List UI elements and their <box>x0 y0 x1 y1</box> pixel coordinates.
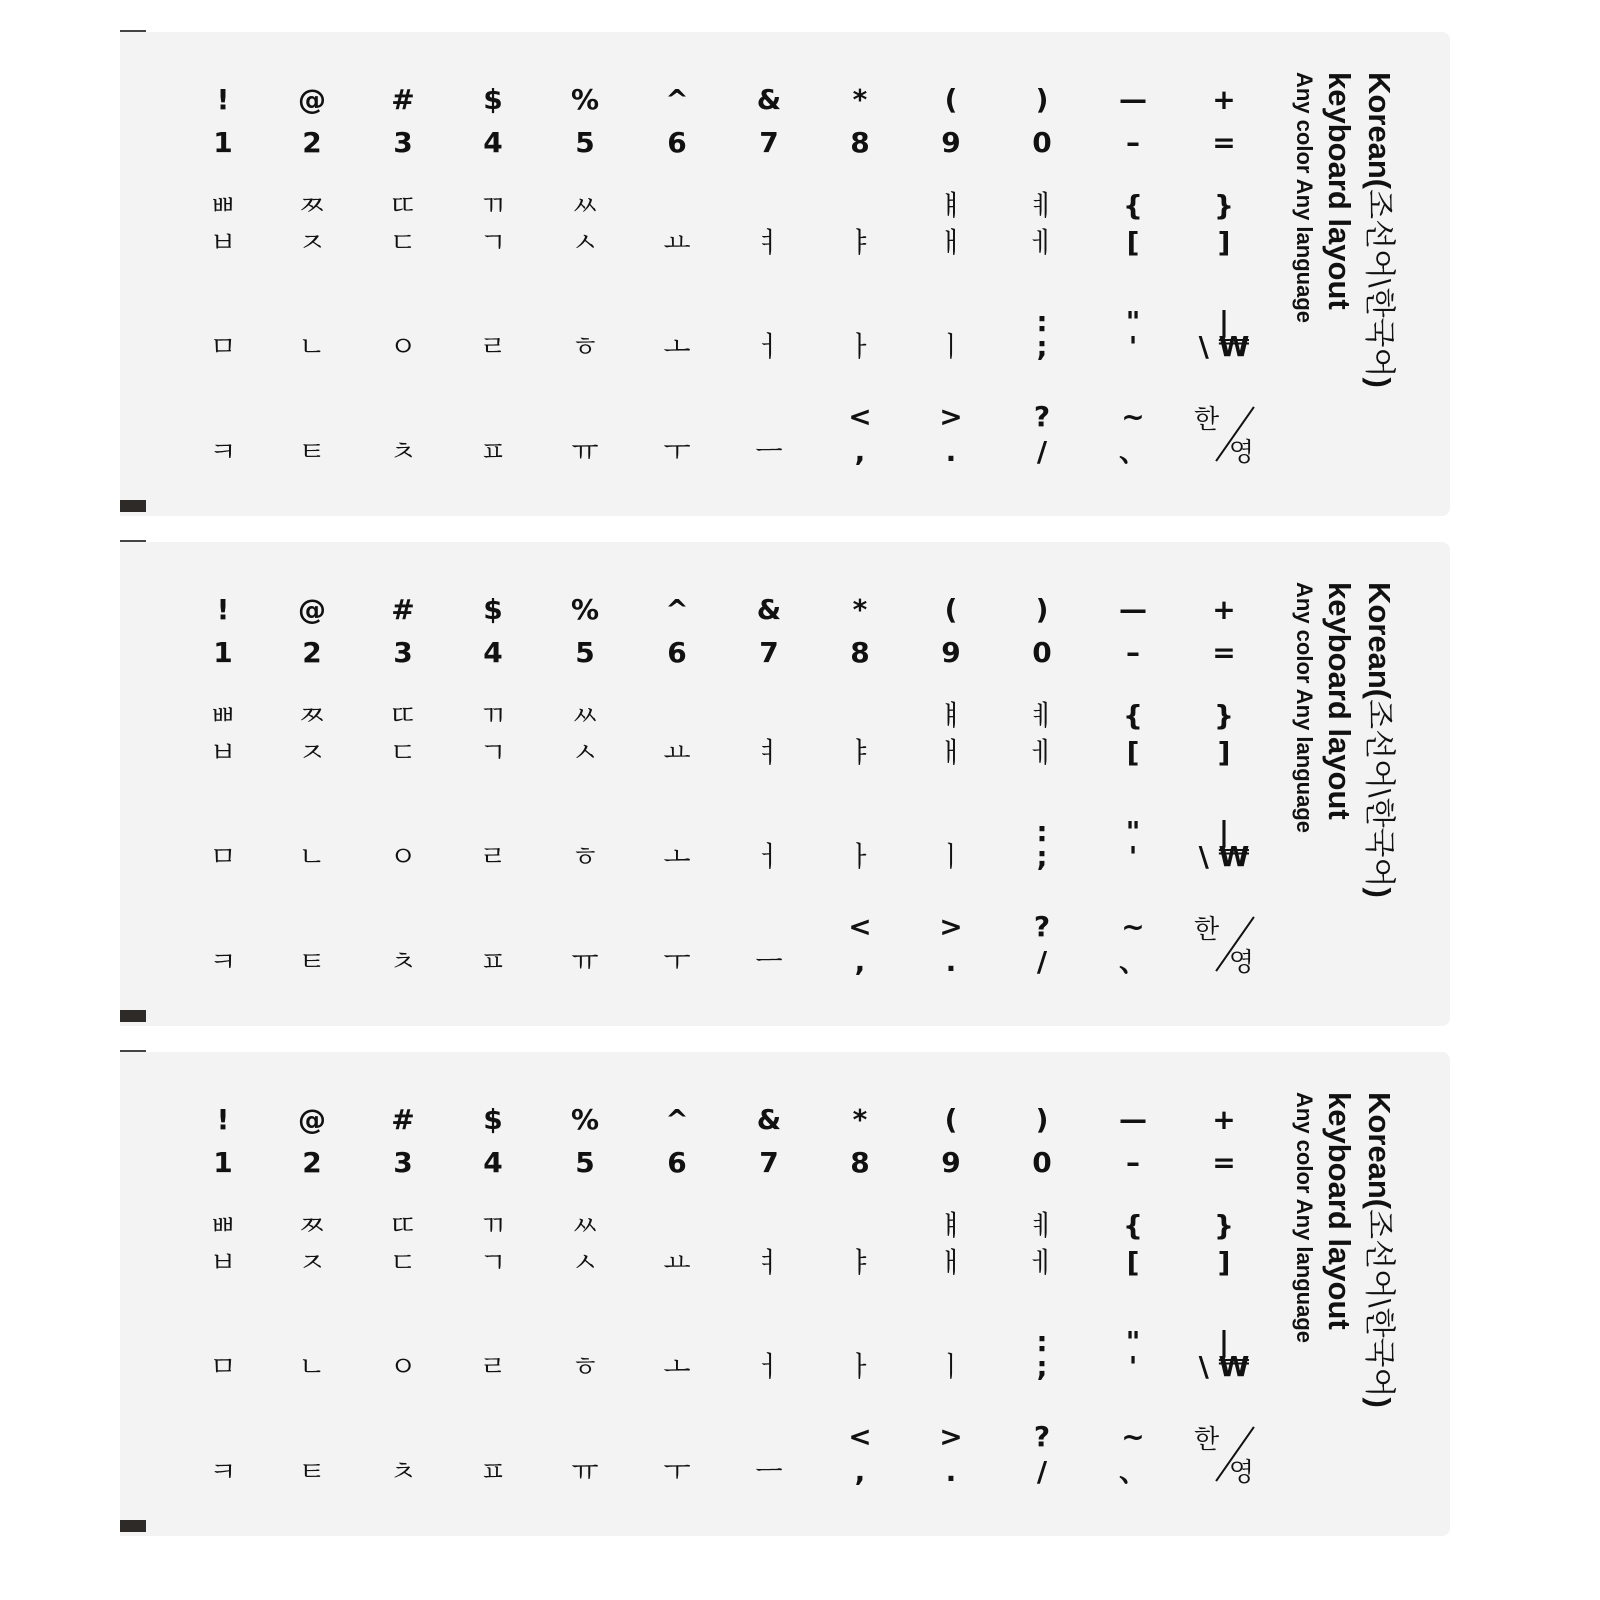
key-bottom-legend: ㅐ <box>937 1246 965 1279</box>
key-bottom-legend: ㅑ <box>846 226 874 259</box>
key-bottom-legend: ㅍ <box>479 435 507 468</box>
key-bottom-legend: . <box>945 945 957 978</box>
key-bottom-legend: ㅛ <box>663 1246 691 1279</box>
title-close-paren: ) <box>1362 887 1397 898</box>
key-top-legend: ㄲ <box>479 1209 507 1242</box>
key-bottom-legend: 6 <box>667 1146 687 1179</box>
key-top-legend: < <box>848 400 872 433</box>
key-bottom-legend: ㅁ <box>209 1350 237 1383</box>
key-bottom-legend: = <box>1212 126 1236 159</box>
key-top-legend: ? <box>1033 400 1051 433</box>
key-bottom-legend: ㄹ <box>479 840 507 873</box>
han-yeong-key-sticker <box>1194 909 1254 979</box>
key-bottom-legend: 9 <box>941 126 961 159</box>
key-top-legend: ㅆ <box>571 189 599 222</box>
key-bottom-legend: ㅇ <box>389 1350 417 1383</box>
key-top-legend: ㅉ <box>298 699 326 732</box>
key-bottom-legend: 、 <box>1118 1455 1148 1488</box>
key-top-legend: ㅉ <box>298 189 326 222</box>
key-bottom-legend: 6 <box>667 636 687 669</box>
key-bottom-legend: ㅂ <box>209 1246 237 1279</box>
key-bottom-legend: 3 <box>393 636 413 669</box>
key-bottom-legend: ㄹ <box>479 330 507 363</box>
key-top-legend: ? <box>1033 1420 1051 1453</box>
key-top-legend: + <box>1212 593 1236 626</box>
key-top-legend: < <box>848 910 872 943</box>
key-bottom-legend: ㅎ <box>571 330 599 363</box>
key-bottom-legend: 4 <box>483 636 503 669</box>
key-bottom-legend: ㅏ <box>846 840 874 873</box>
key-bottom-legend: 1 <box>213 1146 233 1179</box>
key-top-legend: ~ <box>1121 400 1145 433</box>
key-bottom-legend: 2 <box>302 636 322 669</box>
key-bottom-legend: 、 <box>1118 435 1148 468</box>
key-bottom-legend: 、 <box>1118 945 1148 978</box>
key-bottom-legend: 7 <box>759 1146 779 1179</box>
key-bottom-legend: ; <box>1036 840 1048 873</box>
key-bottom-legend: ㅋ <box>209 945 237 978</box>
key-bottom-legend: 0 <box>1032 126 1052 159</box>
key-top-legend: ! <box>216 593 230 626</box>
key-bottom-legend: ㅜ <box>663 1455 691 1488</box>
key-top-legend: — <box>1119 83 1147 116</box>
key-bottom-legend: ] <box>1217 226 1231 259</box>
key-top-legend: > <box>939 400 963 433</box>
key-bottom-legend: / <box>1036 1455 1048 1488</box>
key-bottom-legend: ㅏ <box>846 330 874 363</box>
keyboard-sticker-sheet <box>120 542 1450 1026</box>
key-bottom-legend: 5 <box>575 636 595 669</box>
key-bottom-legend: ㅣ <box>937 1350 965 1383</box>
key-bottom-legend: ' <box>1128 1350 1138 1383</box>
key-bottom-legend: ㅕ <box>755 226 783 259</box>
key-top-legend: ㅒ <box>937 189 965 222</box>
key-bottom-legend: 1 <box>213 636 233 669</box>
key-top-legend: ㅆ <box>571 699 599 732</box>
key-bottom-legend: 7 <box>759 636 779 669</box>
key-top-legend: & <box>756 83 782 116</box>
key-top-legend: ㅖ <box>1028 1209 1056 1242</box>
key-bottom-legend: ㅠ <box>571 435 599 468</box>
key-top-legend: ) <box>1035 593 1049 626</box>
registration-mark-top <box>120 540 146 542</box>
key-bottom-legend: – <box>1126 636 1140 669</box>
key-bottom-legend: 5 <box>575 1146 595 1179</box>
key-top-legend: ( <box>944 1103 958 1136</box>
key-bottom-legend: ㅐ <box>937 226 965 259</box>
key-top-legend: * <box>852 83 868 116</box>
layout-tagline: Any color Any language <box>1292 1092 1317 1344</box>
key-bottom-legend: ㅇ <box>389 330 417 363</box>
key-bottom-legend: – <box>1126 1146 1140 1179</box>
key-bottom-legend: ㅎ <box>571 1350 599 1383</box>
key-bottom-legend: ㄱ <box>479 736 507 769</box>
key-bottom-legend: ㅈ <box>298 736 326 769</box>
key-top-legend: | <box>1218 305 1230 338</box>
key-bottom-legend: / <box>1036 945 1048 978</box>
key-bottom-legend: ㅡ <box>755 1455 783 1488</box>
registration-mark-bottom <box>120 1010 146 1022</box>
key-bottom-legend: ㅠ <box>571 945 599 978</box>
layout-title-block <box>1285 582 1405 982</box>
key-bottom-legend: 6 <box>667 126 687 159</box>
key-bottom-legend: ㅎ <box>571 840 599 873</box>
key-top-legend: : <box>1036 815 1048 848</box>
key-bottom-legend: ] <box>1217 1246 1231 1279</box>
han-yeong-key-sticker <box>1194 1419 1254 1489</box>
key-bottom-legend: . <box>945 435 957 468</box>
key-bottom-legend: ㅠ <box>571 1455 599 1488</box>
key-top-legend: ( <box>944 593 958 626</box>
key-bottom-legend: ; <box>1036 1350 1048 1383</box>
key-top-legend: % <box>570 1103 600 1136</box>
key-bottom-legend: 3 <box>393 1146 413 1179</box>
key-top-legend: ㅒ <box>937 1209 965 1242</box>
key-bottom-legend: 0 <box>1032 636 1052 669</box>
key-bottom-legend: 영 <box>1228 438 1254 468</box>
key-bottom-legend: ㅔ <box>1028 1246 1056 1279</box>
layout-tagline: Any color Any language <box>1292 582 1317 834</box>
key-top-legend: } <box>1214 1209 1234 1242</box>
key-top-legend: ㅃ <box>209 189 237 222</box>
key-top-legend: " <box>1125 1325 1141 1358</box>
key-bottom-legend: ㅣ <box>937 330 965 363</box>
key-bottom-legend: ㄷ <box>389 736 417 769</box>
key-bottom-legend: 2 <box>302 1146 322 1179</box>
layout-title <box>1355 72 1395 472</box>
key-bottom-legend: \ ₩ <box>1198 330 1250 363</box>
key-bottom-legend: ㅓ <box>755 330 783 363</box>
title-korean: 조선어\한국어 <box>1362 189 1397 378</box>
registration-mark-top <box>120 30 146 32</box>
key-bottom-legend: 8 <box>850 636 870 669</box>
key-bottom-legend: / <box>1036 435 1048 468</box>
key-top-legend: & <box>756 593 782 626</box>
key-bottom-legend: ] <box>1217 736 1231 769</box>
key-top-legend: ㅃ <box>209 1209 237 1242</box>
layout-title-block <box>1285 72 1405 472</box>
key-top-legend: { <box>1123 699 1143 732</box>
key-top-legend: } <box>1214 189 1234 222</box>
key-top-legend: — <box>1119 593 1147 626</box>
key-top-legend: < <box>848 1420 872 1453</box>
key-top-legend: { <box>1123 1209 1143 1242</box>
key-bottom-legend: ㅅ <box>571 226 599 259</box>
key-bottom-legend: ㅌ <box>298 945 326 978</box>
layout-subtitle: keyboard layout <box>1322 72 1357 310</box>
key-bottom-legend: 영 <box>1228 1458 1254 1488</box>
key-bottom-legend: ㅁ <box>209 330 237 363</box>
key-top-legend: — <box>1119 1103 1147 1136</box>
key-top-legend: # <box>391 593 415 626</box>
key-bottom-legend: ㅈ <box>298 226 326 259</box>
key-bottom-legend: ㅔ <box>1028 736 1056 769</box>
key-top-legend: ~ <box>1121 1420 1145 1453</box>
key-bottom-legend: ㅊ <box>389 945 417 978</box>
key-top-legend: > <box>939 1420 963 1453</box>
keyboard-sticker-sheet <box>120 1052 1450 1536</box>
key-bottom-legend: ㄹ <box>479 1350 507 1383</box>
key-bottom-legend: ㅊ <box>389 1455 417 1488</box>
key-top-legend: : <box>1036 305 1048 338</box>
key-bottom-legend: ㅊ <box>389 435 417 468</box>
key-top-legend: { <box>1123 189 1143 222</box>
key-top-legend: + <box>1212 1103 1236 1136</box>
han-yeong-key-sticker <box>1194 399 1254 469</box>
layout-title-block <box>1285 1092 1405 1492</box>
key-bottom-legend: ㅗ <box>663 1350 691 1383</box>
key-bottom-legend: \ ₩ <box>1198 840 1250 873</box>
key-bottom-legend: 3 <box>393 126 413 159</box>
key-bottom-legend: ㄷ <box>389 226 417 259</box>
key-top-legend: ( <box>944 83 958 116</box>
key-bottom-legend: ㅐ <box>937 736 965 769</box>
key-top-legend: " <box>1125 815 1141 848</box>
key-top-legend: # <box>391 83 415 116</box>
key-bottom-legend: ; <box>1036 330 1048 363</box>
key-bottom-legend: ㄱ <box>479 1246 507 1279</box>
title-korean: 조선어\한국어 <box>1362 699 1397 888</box>
key-bottom-legend: , <box>854 945 866 978</box>
title-english: Korean( <box>1362 582 1397 700</box>
key-bottom-legend: ㅌ <box>298 1455 326 1488</box>
key-top-legend: ㄸ <box>389 699 417 732</box>
key-top-legend: : <box>1036 1325 1048 1358</box>
key-top-legend: $ <box>483 83 503 116</box>
key-bottom-legend: ' <box>1128 330 1138 363</box>
key-bottom-legend: ㄱ <box>479 226 507 259</box>
registration-mark-bottom <box>120 500 146 512</box>
key-top-legend: @ <box>298 83 326 116</box>
title-close-paren: ) <box>1362 377 1397 388</box>
key-bottom-legend: ㅍ <box>479 945 507 978</box>
key-bottom-legend: ㄴ <box>298 330 326 363</box>
key-bottom-legend: [ <box>1126 1246 1140 1279</box>
key-top-legend: > <box>939 910 963 943</box>
key-top-legend: ) <box>1035 83 1049 116</box>
key-bottom-legend: ㅂ <box>209 226 237 259</box>
key-bottom-legend: ㅗ <box>663 840 691 873</box>
key-top-legend: ㄸ <box>389 1209 417 1242</box>
key-bottom-legend: ㅡ <box>755 435 783 468</box>
key-top-legend: ! <box>216 83 230 116</box>
key-top-legend: } <box>1214 699 1234 732</box>
registration-mark-bottom <box>120 1520 146 1532</box>
key-bottom-legend: ㅜ <box>663 435 691 468</box>
key-bottom-legend: ㅂ <box>209 736 237 769</box>
key-bottom-legend: ㅓ <box>755 1350 783 1383</box>
key-bottom-legend: . <box>945 1455 957 1488</box>
key-top-legend: ㅆ <box>571 1209 599 1242</box>
key-top-legend: ㄲ <box>479 699 507 732</box>
key-bottom-legend: , <box>854 1455 866 1488</box>
layout-title <box>1355 1092 1395 1492</box>
key-top-legend: | <box>1218 1325 1230 1358</box>
key-bottom-legend: [ <box>1126 736 1140 769</box>
layout-subtitle: keyboard layout <box>1322 1092 1357 1330</box>
key-bottom-legend: ㅋ <box>209 435 237 468</box>
key-top-legend: & <box>756 1103 782 1136</box>
key-top-legend: % <box>570 593 600 626</box>
key-bottom-legend: ㅍ <box>479 1455 507 1488</box>
registration-mark-top <box>120 1050 146 1052</box>
key-bottom-legend: ㅛ <box>663 226 691 259</box>
key-bottom-legend: 9 <box>941 1146 961 1179</box>
key-top-legend: + <box>1212 83 1236 116</box>
key-top-legend: ! <box>216 1103 230 1136</box>
key-top-legend: 한 <box>1194 405 1220 435</box>
layout-subtitle: keyboard layout <box>1322 582 1357 820</box>
key-top-legend: ㅖ <box>1028 189 1056 222</box>
key-top-legend: # <box>391 1103 415 1136</box>
key-bottom-legend: , <box>854 435 866 468</box>
key-top-legend: * <box>852 593 868 626</box>
key-top-legend: @ <box>298 593 326 626</box>
key-bottom-legend: ㅡ <box>755 945 783 978</box>
key-top-legend: | <box>1218 815 1230 848</box>
key-bottom-legend: ㅋ <box>209 1455 237 1488</box>
key-bottom-legend: ㄷ <box>389 1246 417 1279</box>
key-top-legend: ㅉ <box>298 1209 326 1242</box>
title-close-paren: ) <box>1362 1397 1397 1408</box>
key-bottom-legend: 4 <box>483 1146 503 1179</box>
key-top-legend: ? <box>1033 910 1051 943</box>
key-bottom-legend: ㅕ <box>755 736 783 769</box>
key-bottom-legend: ㅑ <box>846 736 874 769</box>
key-bottom-legend: 5 <box>575 126 595 159</box>
key-bottom-legend: ㅛ <box>663 736 691 769</box>
key-top-legend: ^ <box>665 1103 689 1136</box>
key-bottom-legend: ㅈ <box>298 1246 326 1279</box>
key-bottom-legend: 4 <box>483 126 503 159</box>
key-bottom-legend: ㅔ <box>1028 226 1056 259</box>
key-top-legend: 한 <box>1194 915 1220 945</box>
key-bottom-legend: 영 <box>1228 948 1254 978</box>
key-top-legend: % <box>570 83 600 116</box>
key-top-legend: $ <box>483 1103 503 1136</box>
title-english: Korean( <box>1362 72 1397 190</box>
key-top-legend: * <box>852 1103 868 1136</box>
key-top-legend: @ <box>298 1103 326 1136</box>
key-top-legend: ㄲ <box>479 189 507 222</box>
key-bottom-legend: 8 <box>850 1146 870 1179</box>
keyboard-sticker-sheet <box>120 32 1450 516</box>
key-top-legend: " <box>1125 305 1141 338</box>
key-bottom-legend: 1 <box>213 126 233 159</box>
key-bottom-legend: [ <box>1126 226 1140 259</box>
key-bottom-legend: 7 <box>759 126 779 159</box>
layout-tagline: Any color Any language <box>1292 72 1317 324</box>
key-bottom-legend: ㅗ <box>663 330 691 363</box>
key-bottom-legend: ㅁ <box>209 840 237 873</box>
key-bottom-legend: ㅜ <box>663 945 691 978</box>
key-top-legend: ^ <box>665 593 689 626</box>
key-bottom-legend: = <box>1212 1146 1236 1179</box>
key-top-legend: ^ <box>665 83 689 116</box>
key-bottom-legend: ㅑ <box>846 1246 874 1279</box>
key-bottom-legend: 9 <box>941 636 961 669</box>
key-bottom-legend: ㄴ <box>298 840 326 873</box>
key-bottom-legend: ㅣ <box>937 840 965 873</box>
key-top-legend: ㅒ <box>937 699 965 732</box>
key-bottom-legend: = <box>1212 636 1236 669</box>
title-english: Korean( <box>1362 1092 1397 1210</box>
key-bottom-legend: ㅏ <box>846 1350 874 1383</box>
key-top-legend: ㅖ <box>1028 699 1056 732</box>
key-bottom-legend: ㅇ <box>389 840 417 873</box>
key-bottom-legend: 2 <box>302 126 322 159</box>
key-bottom-legend: ㄴ <box>298 1350 326 1383</box>
key-top-legend: $ <box>483 593 503 626</box>
key-bottom-legend: 0 <box>1032 1146 1052 1179</box>
key-top-legend: ~ <box>1121 910 1145 943</box>
key-top-legend: ㅃ <box>209 699 237 732</box>
key-bottom-legend: ' <box>1128 840 1138 873</box>
key-top-legend: ) <box>1035 1103 1049 1136</box>
key-bottom-legend: \ ₩ <box>1198 1350 1250 1383</box>
key-top-legend: ㄸ <box>389 189 417 222</box>
layout-title <box>1355 582 1395 982</box>
title-korean: 조선어\한국어 <box>1362 1209 1397 1398</box>
key-bottom-legend: ㅅ <box>571 736 599 769</box>
key-bottom-legend: ㅓ <box>755 840 783 873</box>
key-bottom-legend: 8 <box>850 126 870 159</box>
key-bottom-legend: – <box>1126 126 1140 159</box>
key-top-legend: 한 <box>1194 1425 1220 1455</box>
key-bottom-legend: ㅅ <box>571 1246 599 1279</box>
key-bottom-legend: ㅌ <box>298 435 326 468</box>
key-bottom-legend: ㅕ <box>755 1246 783 1279</box>
